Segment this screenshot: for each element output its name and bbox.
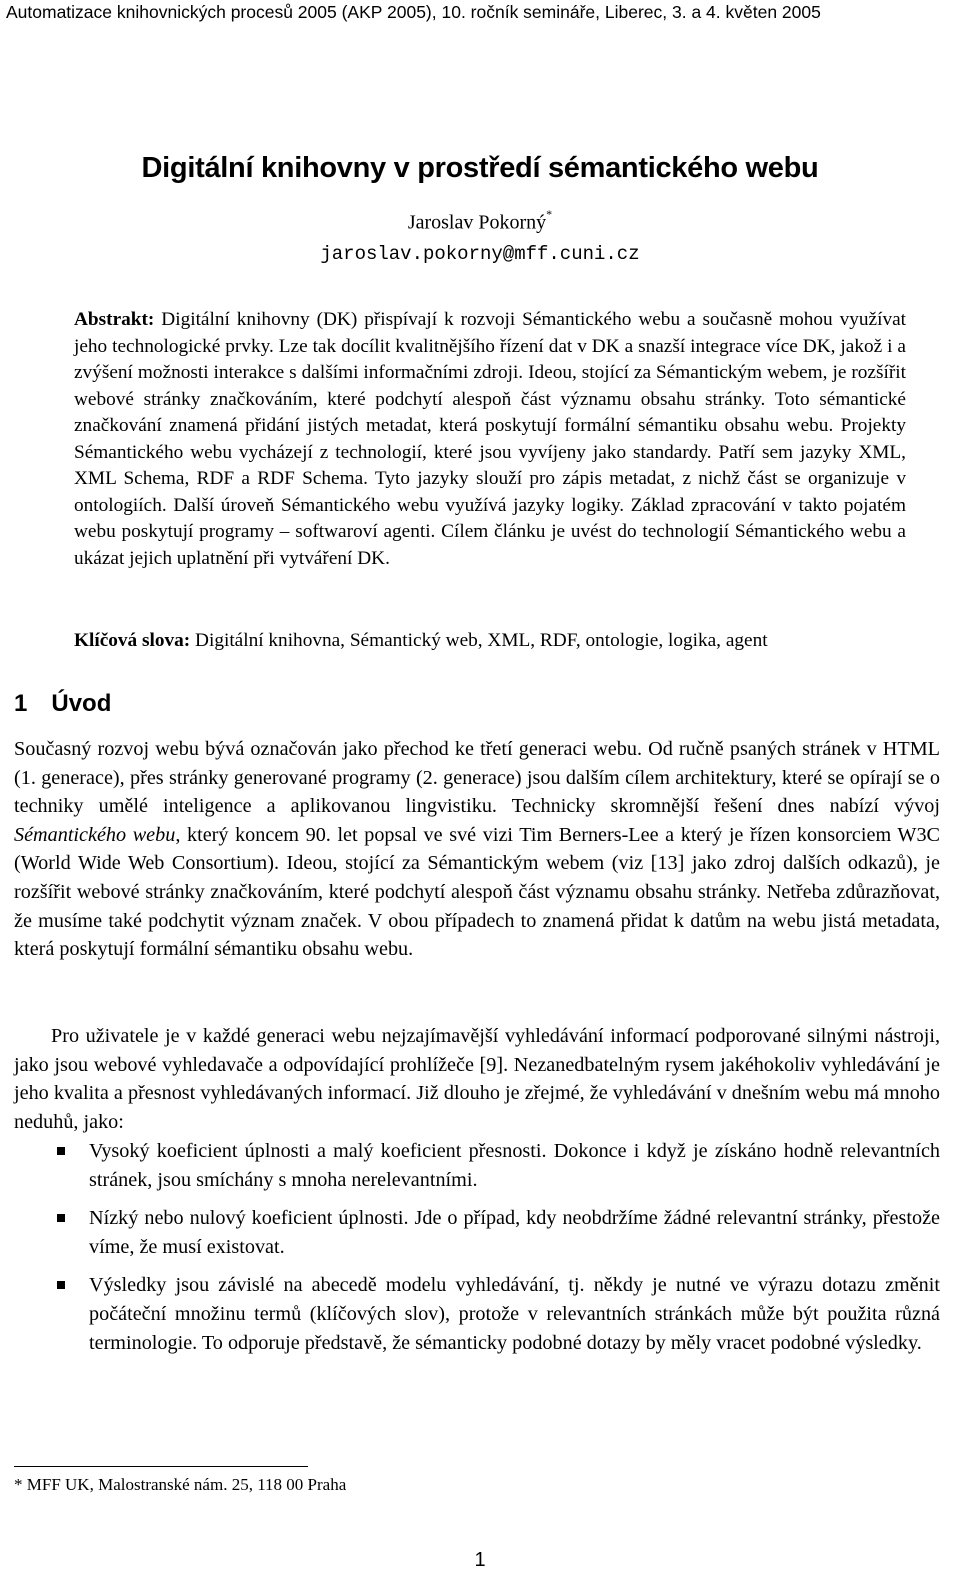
author-email: jaroslav.pokorny@mff.cuni.cz xyxy=(320,243,640,265)
square-bullet-icon xyxy=(57,1281,65,1289)
running-header: Automatizace knihovnických procesů 2005 (AKP 2005), 10. ročník semináře, Liberec, 3. a 4. květen 2005 xyxy=(6,2,821,22)
abstract-label: Abstrakt: xyxy=(74,309,155,330)
bullet-text: Nízký nebo nulový koeficient úplnosti. Jde o případ, kdy neobdržíme žádné relevantní stránky, přestože víme, že musí existovat. xyxy=(89,1207,940,1258)
paragraph-1-part-2: , který koncem 90. let popsal ve své vizi Tim Berners-Lee a který je řízen konsorciem W3C (World Wide Web Consortium). Ideou, stojící za Sémantickým webem (viz [13] jako zdroj dalších odkazů), je rozšířit webové stránky značkováním, které podchytí alespoň část významu obsahu stránky. Netřeba zdůrazňovat, že musíme také podchytit význam značek. V obou případech to znamená přidat k datům na webu jistá metadata, která poskytují formální sémantiku obsahu webu. xyxy=(14,823,941,961)
page-number: 1 xyxy=(474,1549,486,1571)
footnote: * MFF UK, Malostranské nám. 25, 118 00 Praha xyxy=(14,1475,347,1494)
section-number: 1 xyxy=(14,690,28,717)
paragraph-1 xyxy=(14,735,940,964)
paragraph-1-emphasis: Sémantického webu xyxy=(14,823,176,846)
keywords-text: Digitální knihovna, Sémantický web, XML, RDF, ontologie, logika, agent xyxy=(195,630,768,651)
author-line xyxy=(0,207,960,235)
bullet-text: Výsledky jsou závislé na abecedě modelu vyhledávání, tj. někdy je nutné ve výrazu dotazu změnit počáteční množinu termů (klíčových slov), protože v relevantních stránkách může být použita různá terminologie. To odporuje představě, že sémanticky podobné dotazy by měly vracet podobné výsledky. xyxy=(89,1274,940,1354)
abstract xyxy=(74,307,906,572)
bullet-text: Vysoký koeficient úplnosti a malý koeficient přesnosti. Dokonce i když je získáno hodně relevantních stránek, jsou smíchány s mnoha nerelevantními. xyxy=(89,1140,940,1191)
footnote-separator xyxy=(14,1466,308,1467)
author-footnote-mark: * xyxy=(546,207,553,221)
square-bullet-icon xyxy=(57,1214,65,1222)
section-heading xyxy=(14,690,111,718)
square-bullet-icon xyxy=(57,1147,65,1155)
abstract-text: Digitální knihovny (DK) přispívají k rozvoji Sémantického webu a současně mohou využívat jeho technologické prvky. Lze tak docílit kvalitnějšího řízení dat v DK a snazší integrace více DK, jakož i a zvýšení možnosti interakce s dalšími informačními zdroji. Ideou, stojící za Sémantickým webem, je rozšířit webové stránky značkováním, které podchytí alespoň část významu obsahu stránky. Toto sémantické značkování znamená přidání jistých metadat, která poskytují formální sémantiku obsahu webu. Projekty Sémantického webu vycházejí z technologií, které jsou vyvíjeny jako standardy. Patří sem jazyky XML, XML Schema, RDF a RDF Schema. Tyto jazyky slouží pro zápis metadat, z nichž část se organizuje v ontologiích. Další úroveň Sémantického webu využívá jazyky logiky. Základ zpracování v takto pojatém webu poskytují programy – softwaroví agenti. Cílem článku je uvést do technologií Sémantického webu a ukázat jejich uplatnění při vytváření DK. xyxy=(74,309,906,569)
paper-title: Digitální knihovny v prostředí sémantického webu xyxy=(141,152,819,184)
author-name: Jaroslav Pokorný xyxy=(407,211,547,234)
section-title: Úvod xyxy=(51,690,112,717)
bullet-list xyxy=(14,1137,940,1367)
bullet-item xyxy=(14,1204,940,1261)
bullet-item xyxy=(14,1137,940,1194)
keywords-label: Klíčová slova: xyxy=(74,630,191,651)
bullet-item xyxy=(14,1271,940,1357)
paragraph-2: Pro uživatele je v každé generaci webu nejzajímavější vyhledávání informací podporované silnými nástroji, jako jsou webové vyhledavače a odpovídající prohlížeče [9]. Nezanedbatelným rysem jakéhokoliv vyhledávání je jeho kvalita a přesnost vyhledávaných informací. Již dlouho je zřejmé, že vyhledávání v dnešním webu má mnoho neduhů, jako: xyxy=(14,1025,940,1133)
paragraph-1-part-1: Současný rozvoj webu bývá označován jako přechod ke třetí generaci webu. Od ručně psaných stránek v HTML (1. generace), přes stránky generované programy (2. generace) jsou dalším cílem architektury, které se opírají se o techniky umělé inteligence a aplikovanou lingvistiku. Technicky skromnější řešení dnes nabízí vývoj xyxy=(14,738,940,818)
keywords xyxy=(74,630,914,652)
